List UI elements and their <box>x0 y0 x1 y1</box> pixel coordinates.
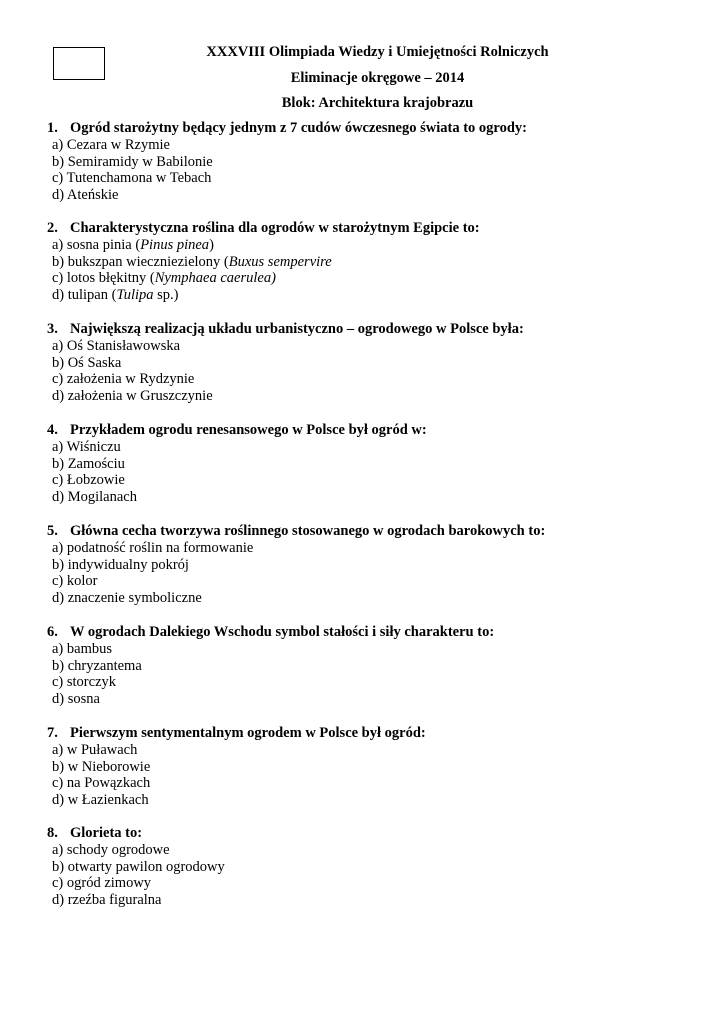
option-text: d) sosna <box>52 691 100 708</box>
option-text: b) Oś Saska <box>52 354 122 371</box>
answer-option <box>47 759 697 776</box>
answer-option <box>47 557 697 574</box>
option-text: c) Łobzowie <box>52 472 125 489</box>
option-text: d) tulipan ( <box>52 287 117 304</box>
option-text: d) założenia w Gruszczynie <box>52 388 213 405</box>
answer-option <box>47 270 697 287</box>
option-text: b) bukszpan wieczniezielony ( <box>52 253 229 270</box>
question-number: 7. <box>47 725 58 741</box>
question-text: Pierwszym sentymentalnym ogrodem w Polsce był ogród: <box>70 725 426 741</box>
answer-option <box>47 254 697 271</box>
answer-option <box>47 842 697 859</box>
answer-option <box>47 641 697 658</box>
question-1 <box>47 120 697 204</box>
question-number: 6. <box>47 624 58 640</box>
answer-option <box>47 137 697 154</box>
option-latin-name: Buxus sempervire <box>228 253 332 270</box>
option-text-suffix: ) <box>209 236 214 253</box>
option-text: c) kolor <box>52 573 98 590</box>
option-text: a) w Puławach <box>52 741 138 758</box>
answer-option <box>47 540 697 557</box>
option-text: a) Wiśniczu <box>52 438 121 455</box>
answer-option <box>47 154 697 171</box>
question-5 <box>47 523 697 607</box>
question-number: 3. <box>47 321 58 337</box>
question-heading <box>47 422 697 439</box>
answer-option <box>47 489 697 506</box>
block-title: Blok: Architektura krajobrazu <box>281 95 474 111</box>
question-number: 1. <box>47 120 58 136</box>
answer-option <box>47 237 697 254</box>
question-8 <box>47 825 697 909</box>
option-text: d) Mogilanach <box>52 489 137 506</box>
answer-option <box>47 892 697 909</box>
option-text: b) indywidualny pokrój <box>52 556 189 573</box>
answer-option <box>47 439 697 456</box>
round-title: Eliminacje okręgowe – 2014 <box>290 70 465 86</box>
option-latin-name: Tulipa <box>116 287 154 304</box>
question-text: Glorieta to: <box>70 825 143 841</box>
answer-option <box>47 742 697 759</box>
answer-option <box>47 355 697 372</box>
answer-option <box>47 691 697 708</box>
question-text: Główna cecha tworzywa roślinnego stosowanego w ogrodach barokowych to: <box>70 523 546 539</box>
option-text: a) schody ogrodowe <box>52 841 170 858</box>
question-7 <box>47 725 697 809</box>
question-2 <box>47 220 697 304</box>
question-heading <box>47 624 697 641</box>
answer-option <box>47 658 697 675</box>
question-number: 2. <box>47 220 58 236</box>
option-text: b) otwarty pawilon ogrodowy <box>52 858 225 875</box>
answer-option <box>47 859 697 876</box>
question-3 <box>47 321 697 405</box>
question-6 <box>47 624 697 708</box>
question-number: 5. <box>47 523 58 539</box>
answer-option <box>47 287 697 304</box>
question-text: W ogrodach Dalekiego Wschodu symbol stałości i siły charakteru to: <box>70 624 495 640</box>
option-text: c) Tutenchamona w Tebach <box>52 170 212 187</box>
question-heading <box>47 825 697 842</box>
olympiad-title: XXXVIII Olimpiada Wiedzy i Umiejętności Rolniczych <box>206 44 549 60</box>
option-text: a) sosna pinia ( <box>52 236 141 253</box>
answer-option <box>47 388 697 405</box>
option-text: c) lotos błękitny ( <box>52 270 155 287</box>
answer-option <box>47 187 697 204</box>
option-text: a) Oś Stanisławowska <box>52 337 181 354</box>
question-heading <box>47 523 697 540</box>
answer-option <box>47 371 697 388</box>
option-text: b) chryzantema <box>52 657 142 674</box>
question-4 <box>47 422 697 506</box>
option-text: a) bambus <box>52 640 112 657</box>
option-text-suffix: sp.) <box>153 287 179 304</box>
option-text: a) Cezara w Rzymie <box>52 136 170 153</box>
answer-option <box>47 338 697 355</box>
question-heading <box>47 220 697 237</box>
option-text: d) rzeźba figuralna <box>52 892 162 909</box>
answer-option <box>47 775 697 792</box>
option-text: b) Semiramidy w Babilonie <box>52 153 213 170</box>
question-heading <box>47 120 697 137</box>
question-text: Przykładem ogrodu renesansowego w Polsce był ogród w: <box>70 422 427 438</box>
question-number: 8. <box>47 825 58 841</box>
option-text: d) Ateńskie <box>52 187 119 204</box>
question-text: Ogród starożytny będący jednym z 7 cudów ówczesnego świata to ogrody: <box>70 120 527 136</box>
answer-option <box>47 472 697 489</box>
option-latin-name: Nymphaea caerulea) <box>154 270 276 287</box>
answer-option <box>47 456 697 473</box>
question-text: Największą realizacją układu urbanistyczno – ogrodowego w Polsce była: <box>70 321 524 337</box>
question-heading <box>47 725 697 742</box>
option-text: b) Zamościu <box>52 455 125 472</box>
answer-option <box>47 573 697 590</box>
question-text: Charakterystyczna roślina dla ogrodów w starożytnym Egipcie to: <box>70 220 480 236</box>
answer-option <box>47 792 697 809</box>
option-text: d) w Łazienkach <box>52 792 149 809</box>
option-text: c) założenia w Rydzynie <box>52 371 195 388</box>
option-text: c) na Powązkach <box>52 775 151 792</box>
answer-option <box>47 170 697 187</box>
option-text: d) znaczenie symboliczne <box>52 590 202 607</box>
option-latin-name: Pinus pinea <box>140 236 210 253</box>
question-number: 4. <box>47 422 58 438</box>
option-text: a) podatność roślin na formowanie <box>52 539 254 556</box>
answer-option <box>47 674 697 691</box>
option-text: c) storczyk <box>52 674 117 691</box>
option-text: c) ogród zimowy <box>52 875 152 892</box>
answer-option <box>47 590 697 607</box>
question-heading <box>47 321 697 338</box>
answer-option <box>47 875 697 892</box>
option-text: b) w Nieborowie <box>52 758 151 775</box>
